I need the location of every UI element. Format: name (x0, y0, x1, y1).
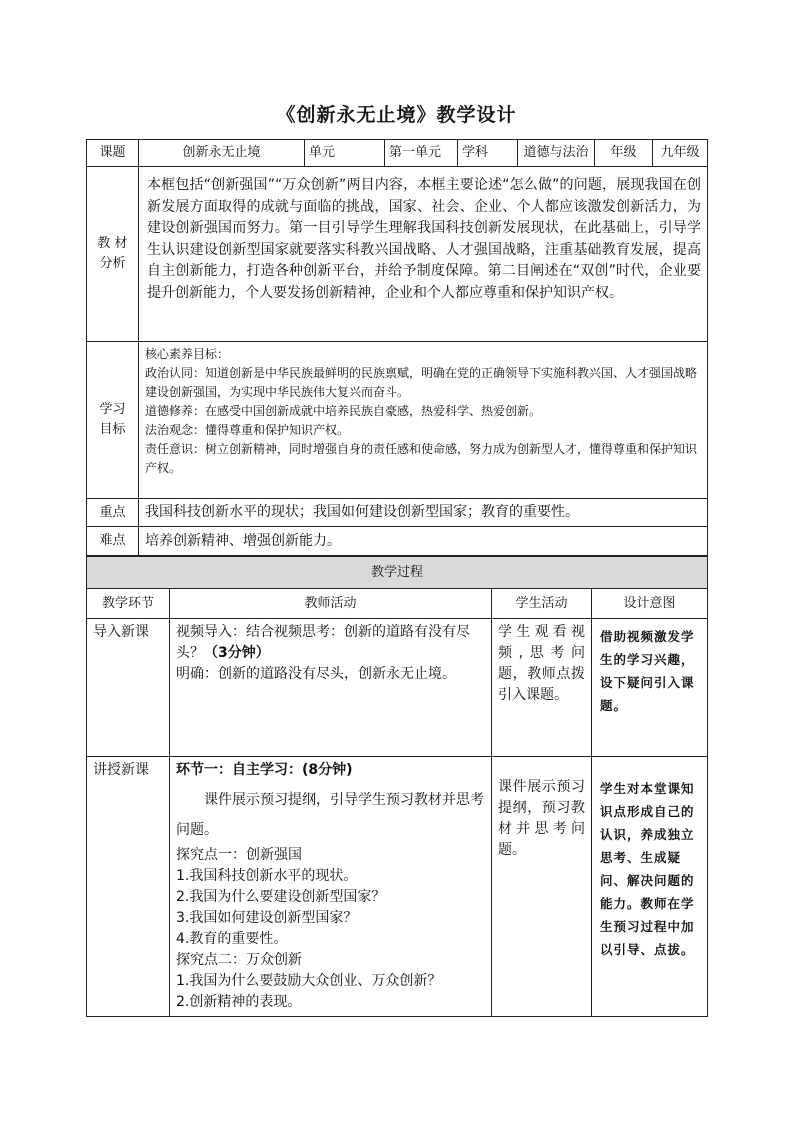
intro-teacher-line1: 视频导入：结合视频思考：创新的道路有没有尽头？ (176, 624, 470, 661)
page-title: 《创新永无止境》教学设计 (276, 104, 517, 126)
subject-value: 道德与法治 (518, 140, 595, 167)
objectives-heading: 核心素养目标： (145, 347, 230, 361)
header-stage: 教学环节 (87, 589, 170, 619)
process-table (86, 556, 708, 1017)
intro-intent: 借助视频激发学生的学习兴趣，设下疑问引入课题。 (592, 619, 708, 757)
process-header-row (87, 589, 708, 619)
point1-item: 1.我国科技创新水平的现状。 (176, 868, 358, 884)
analysis-label-line2: 分析 (99, 256, 126, 271)
point1-item: 4.教育的重要性。 (176, 931, 288, 947)
intro-teacher (170, 619, 492, 757)
info-table (86, 139, 708, 556)
objective-item: 责任意识：树立创新精神，同时增强自身的责任感和使命感，努力成为创新型人才，懂得尊重和保护知识产权。 (145, 442, 698, 475)
analysis-text: 本框包括“创新强国”“万众创新”两目内容，本框主要论述“怎么做”的问题，展现我国在创新发展方面取得的成就与面临的挑战，国家、社会、企业、个人都应该激发创新活力，为建设创新强国而努力。第一目引导学生理解我国科技创新发展现状，在此基础上，引导学生认识建设创新型国家就要落实科教兴国战略、人才强国战略，注重基础教育发展，提高自主创新能力，打造各种创新平台，并给予制度保障。第二目阐述在“双创”时代，企业要提升创新能力，个人要发扬创新精神，企业和个人都应尊重和保护知识产权。 (139, 167, 708, 342)
objectives-row (87, 342, 708, 499)
topic-value: 创新永无止境 (139, 140, 305, 167)
header-student: 学生活动 (492, 589, 592, 619)
new-stage: 讲授新课 (87, 757, 170, 1017)
objectives-content (139, 342, 708, 499)
point2-item: 1.我国为什么要鼓励大众创业、万众创新？ (176, 973, 442, 989)
analysis-row (87, 167, 708, 342)
unit-value: 第一单元 (385, 140, 458, 167)
difficulties-text: 培养创新精神、增强创新能力。 (139, 527, 708, 556)
point2-item: 2.创新精神的表现。 (176, 994, 302, 1010)
difficulties-row (87, 527, 708, 556)
key-points-row (87, 499, 708, 527)
new-teacher (170, 757, 492, 1017)
header-intent: 设计意图 (592, 589, 708, 619)
analysis-label-line1: 教 材 (97, 236, 128, 251)
intro-student: 学生观看视频,思考问题，教师点拨引入课题。 (492, 619, 592, 757)
process-title: 教学过程 (87, 557, 708, 589)
intro-row (87, 619, 708, 757)
point1-title: 探究点一：创新强国 (176, 847, 302, 863)
new-intent: 学生对本堂课知识点形成自己的认识，养成独立思考、生成疑问、解决问题的能力。教师在学生预习过程中加以引导、点拔。 (592, 757, 708, 1017)
intro-text: 课件展示预习提纲，引导学生预习教材并思考问题。 (176, 792, 484, 838)
objectives-label-line1: 学习 (99, 402, 126, 417)
grade-label: 年级 (595, 140, 653, 167)
grade-value: 九年级 (653, 140, 708, 167)
point1-item: 2.我国为什么要建设创新型国家？ (176, 889, 386, 905)
topic-label: 课题 (87, 140, 139, 167)
objectives-label-line2: 目标 (99, 422, 126, 437)
analysis-label (87, 167, 139, 342)
objectives-label (87, 342, 139, 499)
point1-item: 3.我国如何建设创新型国家？ (176, 910, 358, 926)
key-points-label: 重点 (87, 499, 139, 527)
new-lesson-row (87, 757, 708, 1017)
objective-item: 法治观念：懂得尊重和保护知识产权。 (145, 423, 350, 437)
key-points-text: 我国科技创新水平的现状；我国如何建设创新型国家；教育的重要性。 (139, 499, 708, 527)
unit-label: 单元 (305, 140, 385, 167)
intro-stage: 导入新课 (87, 619, 170, 757)
process-title-row (87, 557, 708, 589)
new-student: 课件展示预习提纲，预习教材并思考问题。 (492, 757, 592, 1017)
objective-item: 政治认同：知道创新是中华民族最鲜明的民族禀赋，明确在党的正确领导下实施科教兴国、人才强国战略建设创新强国，为实现中华民族伟大复兴而奋斗。 (145, 366, 698, 399)
section-heading: 环节一：自主学习：(8分钟) (176, 762, 353, 778)
intro-teacher-time: （3分钟） (204, 645, 270, 661)
objective-item: 道德修养：在感受中国创新成就中培养民族自豪感，热爱科学、热爱创新。 (145, 404, 542, 418)
subject-label: 学科 (458, 140, 518, 167)
intro-teacher-line2: 明确：创新的道路没有尽头，创新永无止境。 (176, 666, 456, 682)
header-teacher: 教师活动 (170, 589, 492, 619)
difficulties-label: 难点 (87, 527, 139, 556)
point2-title: 探究点二：万众创新 (176, 952, 302, 968)
info-row (87, 140, 708, 167)
